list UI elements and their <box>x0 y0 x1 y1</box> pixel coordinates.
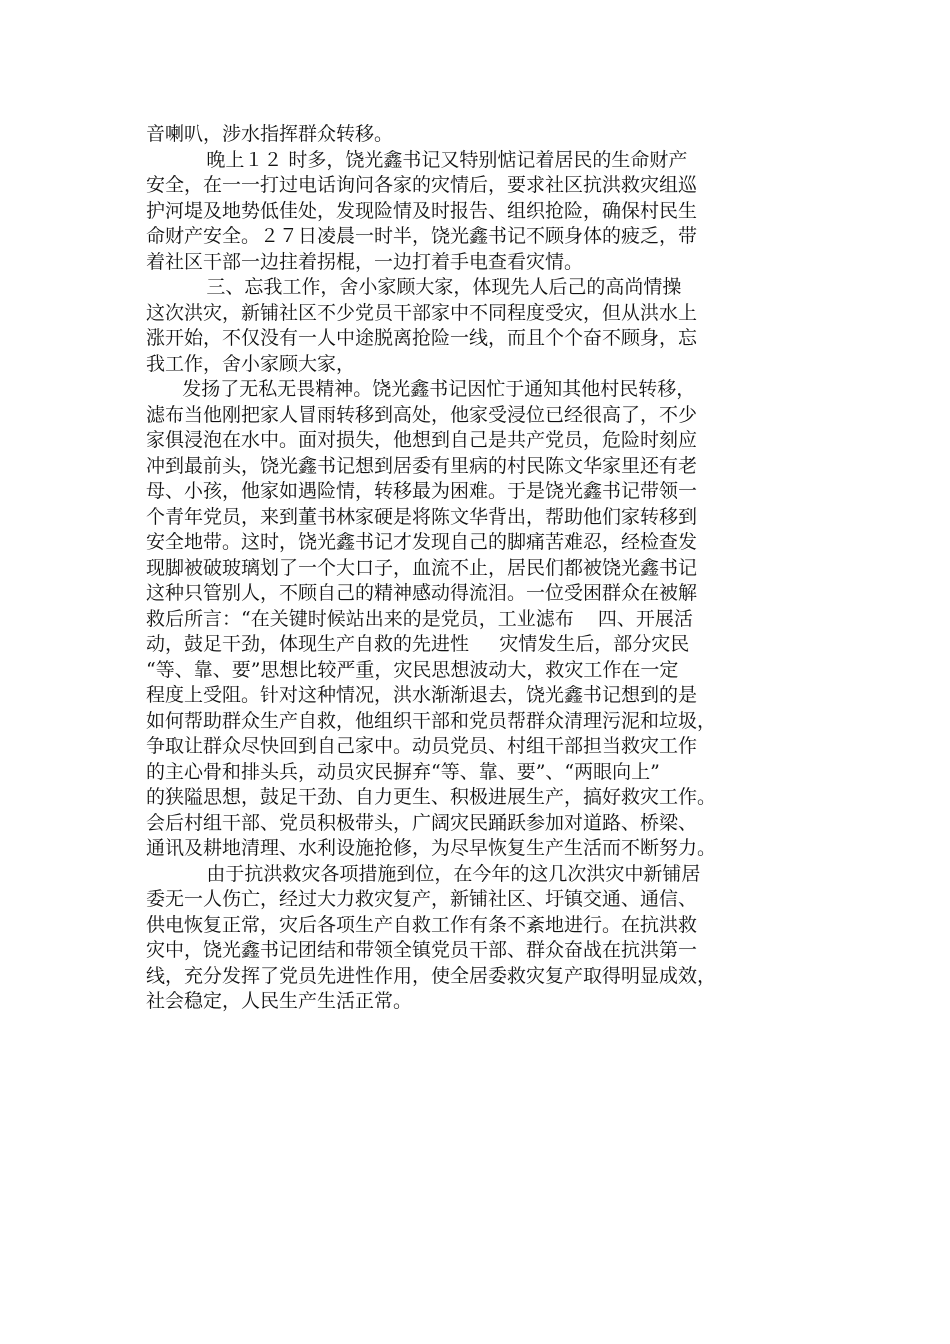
text-line: 安全，在一一打过电话询问各家的灾情后，要求社区抗洪救灾组巡 <box>146 174 698 196</box>
text-line: 这种只管别人，不顾自己的精神感动得流泪。一位受困群众在被解 <box>146 582 698 604</box>
text-line: 现脚被破玻璃划了一个大口子，血流不止，居民们都被饶光鑫书记 <box>146 556 698 579</box>
text-line: 这次洪灾，新铺社区不少党员干部家中不同程度受灾，但从洪水上 <box>146 301 698 324</box>
text-line: 家俱浸泡在水中。面对损失，他想到自己是共产党员，危险时刻应 <box>146 429 698 451</box>
text-line: 个青年党员，来到董书林家硬是将陈文华背出，帮助他们家转移到 <box>146 505 698 528</box>
text-line: 安全地带。这时，饶光鑫书记才发现自己的脚痛苦难忍，经检查发 <box>146 531 698 553</box>
text-line: 命财产安全。２７日凌晨一时半，饶光鑫书记不顾身体的疲乏，带 <box>146 225 698 247</box>
text-line: 线，充分发挥了党员先进性作用，使全居委救灾复产取得明显成效， <box>146 964 717 987</box>
text-line: 音喇叭，涉水指挥群众转移。 <box>146 123 394 145</box>
text-line: 灾中，饶光鑫书记团结和带领全镇党员干部、群众奋战在抗洪第一 <box>146 939 698 961</box>
text-line: 委无一人伤亡，经过大力救灾复产，新铺社区、圩镇交通、通信、 <box>146 888 698 910</box>
text-line: 母、小孩，他家如遇险情，转移最为困难。于是饶光鑫书记带领一 <box>146 480 698 502</box>
text-line: 的主心骨和排头兵，动员灾民摒弃“等、靠、要”、“两眼向上” <box>146 760 660 783</box>
text-line: 冲到最前头，饶光鑫书记想到居委有里病的村民陈文华家里还有老 <box>146 454 698 477</box>
text-line: 程度上受阻。针对这种情况，洪水渐渐退去，饶光鑫书记想到的是 <box>146 684 698 706</box>
text-line: 护河堤及地势低佳处，发现险情及时报告、组织抢险，确保村民生 <box>146 199 698 222</box>
text-line: 滤布当他刚把家人冒雨转移到高处，他家受浸位已经很高了，不少 <box>146 403 698 426</box>
text-line: 发扬了无私无畏精神。饶光鑫书记因忙于通知其他村民转移， <box>146 378 696 400</box>
text-line: 救后所言：“在关键时候站出来的是党员，工业滤布 四、开展活 <box>146 607 693 630</box>
text-line: 动，鼓足干劲，体现生产自救的先进性 灾情发生后，部分灾民 <box>146 633 690 655</box>
text-line: 涨开始，不仅没有一人中途脱离抢险一线，而且个个奋不顾身，忘 <box>146 327 698 349</box>
text-line: 供电恢复正常，灾后各项生产自救工作有条不紊地进行。在抗洪救 <box>146 913 698 936</box>
text-line: 由于抗洪救灾各项措施到位，在今年的这几次洪灾中新铺居 <box>146 862 701 885</box>
text-line: 我工作，舍小家顾大家， <box>146 352 356 375</box>
text-line: 晚上１２ 时多，饶光鑫书记又特别惦记着居民的生命财产 <box>146 148 688 171</box>
text-line: 三、忘我工作，舍小家顾大家，体现先人后己的高尚情操 <box>146 276 682 298</box>
text-line: 的狭隘思想，鼓足干劲、自力更生、积极进展生产，搞好救灾工作。 <box>146 786 717 808</box>
text-line: “等、靠、要”思想比较严重，灾民思想波动大，救灾工作在一定 <box>146 658 679 681</box>
text-line: 争取让群众尽快回到自己家中。动员党员、村组干部担当救灾工作 <box>146 735 698 757</box>
text-line: 社会稳定，人民生产生活正常。 <box>146 990 413 1012</box>
document-body <box>146 122 826 1015</box>
text-line: 着社区干部一边拄着拐棍，一边打着手电查看灾情。 <box>146 250 584 273</box>
text-line: 如何帮助群众生产自救，他组织干部和党员帮群众清理污泥和垃圾， <box>146 709 717 732</box>
text-line: 通讯及耕地清理、水利设施抢修，为尽早恢复生产生活而不断努力。 <box>146 837 717 859</box>
text-line: 会后村组干部、党员积极带头，广阔灾民踊跃参加对道路、桥梁、 <box>146 811 698 834</box>
